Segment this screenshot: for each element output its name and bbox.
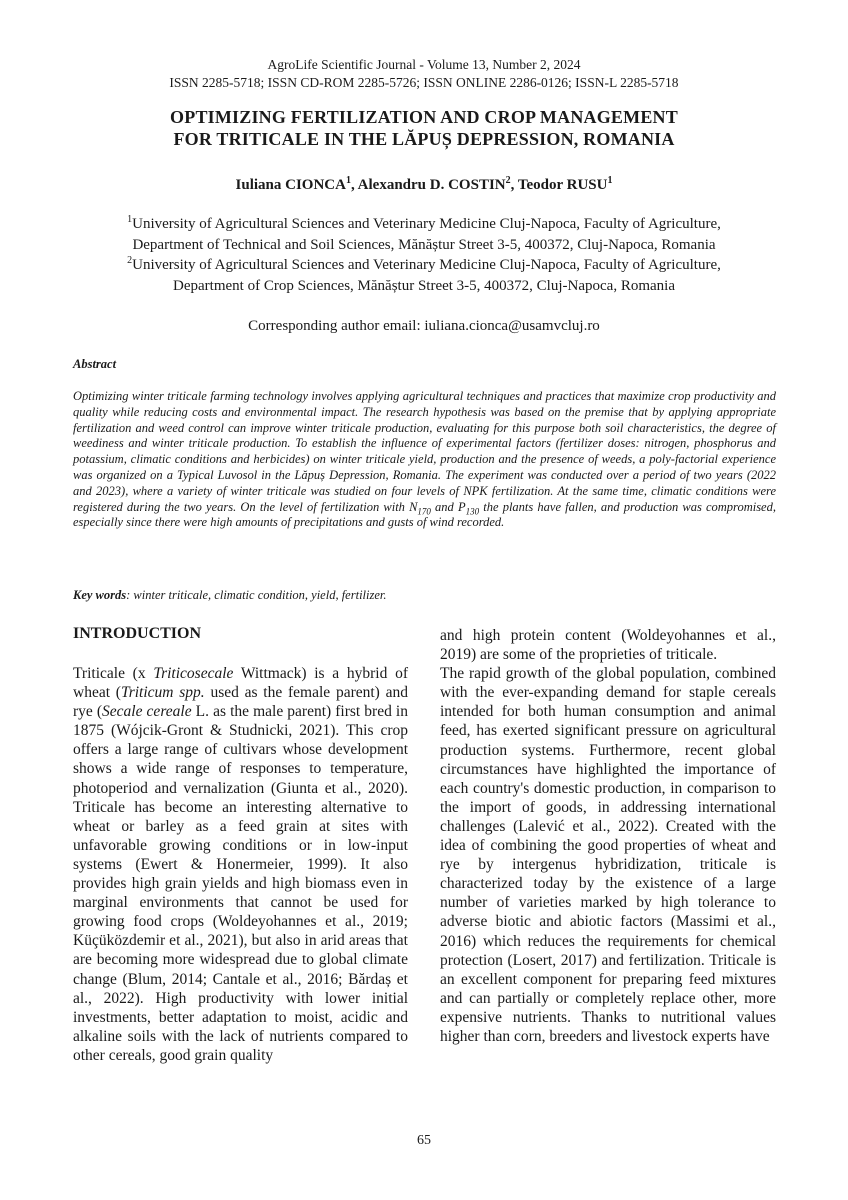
body-paragraph: and high protein content (Woldeyohannes et al., 2019) are some of the proprieties of triticale. <box>440 627 776 664</box>
affiliations <box>0 214 848 296</box>
keywords-text: : winter triticale, climatic condition, yield, fertilizer. <box>126 588 387 602</box>
author-separator: , <box>350 177 358 193</box>
body-paragraph: The rapid growth of the global population, combined with the ever-expanding demand for staple cereals intended for both human consumption and animal feed, has exerted significant pressure on agricultural production systems. Furthermore, recent global circumstances have highlighted the importance of each country's domestic production, in comparison to the import of goods, in addressing international challenges (Lalević et al., 2022). Created with the idea of combining the good properties of wheat and rye by intergenus hybridization, triticale is characterized today by the existence of a large number of varieties marked by high tolerance to adverse biotic and abiotic factors (Massimi et al., 2016) which reduces the requirements for chemical protection (Losert, 2017) and fertilization. Triticale is an excellent component for preparing feed mixtures and can partially or completely replace other, more expensive nutrients. Thanks to nutritional values higher than corn, breeders and livestock experts have <box>440 665 776 1045</box>
column-right <box>440 626 776 1046</box>
author-name: Iuliana CIONCA <box>235 177 346 193</box>
author-affil-mark: 1 <box>607 175 613 186</box>
journal-name: AgroLife Scientific Journal - Volume 13, Number 2, 2024 <box>267 57 581 72</box>
title-line-1: OPTIMIZING FERTILIZATION AND CROP MANAGEMENT <box>170 107 678 127</box>
column-left <box>73 624 408 1065</box>
abstract-heading: Abstract <box>73 357 117 371</box>
paper-title <box>0 106 848 150</box>
affiliation-1-line-1: $^1$University of Agricultural Sciences and Veterinary Medicine Cluj-Napoca, Faculty of Agriculture, <box>127 214 721 232</box>
author-name: Alexandru D. COSTIN <box>357 177 506 193</box>
author-list <box>0 176 848 194</box>
abstract-text: Optimizing winter triticale farming technology involves applying agricultural techniques and practices that maximize crop productivity and quality while reducing costs and environmental impact. The research hypothesis was based on the premise that by applying appropriate fertilization and weed control can improve winter triticale production, evaluating for this purpose both soil characteristics, the degree of weediness and winter triticale production. To establish the influence of experimental factors (fertilizer doses: nitrogen, phosphorus and potassium, climatic conditions and herbicides) on winter triticale yield, production and the presence of weeds, a poly-factorial experience was organized on a Typical Luvosol in the Lăpuș Depression, Romania. The experiment was conducted over a period of two years (2022 and 2023), where a variety of winter triticale was studied on four levels of NPK fertilization. At the same time, climatic conditions were registered during the two years. On the level of fertilization with $N_{170}$ and $P_{130}$ the plants have fallen, and production was compromised, especially since there were high amounts of precipitations and gusts of wind recorded. <box>73 389 776 530</box>
author-affil-mark: 2 <box>505 175 511 186</box>
author-affil-mark: 1 <box>345 175 351 186</box>
journal-issn: ISSN 2285-5718; ISSN CD-ROM 2285-5726; ISSN ONLINE 2286-0126; ISSN-L 2285-5718 <box>169 75 679 90</box>
affiliation-1-line-2: Department of Technical and Soil Sciences, Mănăștur Street 3-5, 400372, Cluj-Napoca, Romania <box>132 236 716 253</box>
affiliation-2-line-2: Department of Crop Sciences, Mănăștur Street 3-5, 400372, Cluj-Napoca, Romania <box>173 277 675 294</box>
keywords-label: Key words <box>73 588 127 602</box>
page-number: 65 <box>417 1133 431 1148</box>
section-heading: INTRODUCTION <box>73 625 202 642</box>
corresponding-email: Corresponding author email: iuliana.cionca@usamvcluj.ro <box>248 318 600 334</box>
author-name: Teodor RUSU <box>517 177 608 193</box>
affiliation-2-line-1: $^2$University of Agricultural Sciences and Veterinary Medicine Cluj-Napoca, Faculty of Agriculture, <box>127 255 721 273</box>
affiliation-mark: 1 <box>127 214 133 225</box>
author-separator: , <box>510 177 518 193</box>
affiliation-mark: 2 <box>127 255 133 266</box>
body-paragraph: Triticale (x Triticosecale Wittmack) is a hybrid of wheat (Triticum spp. used as the female parent) and rye (Secale cereale L. as the male parent) first bred in 1875 (Wójcik-Gront & Studnicki, 2021). This crop offers a large range of cultivars whose development shows a wide range of responses to temperature, photoperiod and vernalization (Giunta et al., 2020). Triticale has become an interesting alternative to wheat or barley as a feed grain at sites with unfavorable growing conditions or in low-input systems (Ewert & Honermeier, 1999). It also provides high grain yields and high biomass even in marginal environments that cannot be used for growing food crops (Woldeyohannes et al., 2019; Küçüközdemir et al., 2021), but also in arid areas that are becoming more widespread due to global climate change (Blum, 2014; Cantale et al., 2016; Bărdaș et al., 2022). High productivity with lower initial investments, better adaptation to moist, acidic and alkaline soils with the lack of nutrients compared to other cereals, good grain quality <box>73 665 408 1064</box>
title-line-2: FOR TRITICALE IN THE LĂPUȘ DEPRESSION, ROMANIA <box>173 129 675 149</box>
journal-header <box>0 56 848 92</box>
keywords <box>73 587 776 603</box>
